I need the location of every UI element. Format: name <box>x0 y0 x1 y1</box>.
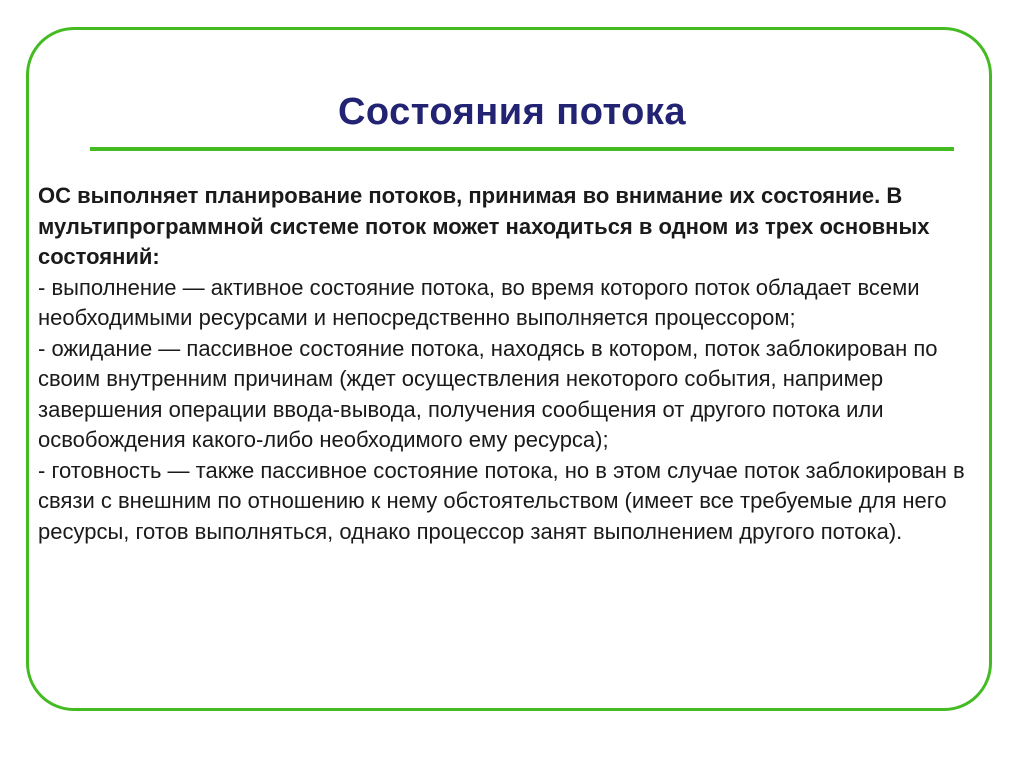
state-item-waiting: - ожидание — пассивное состояние потока, находясь в котором, поток заблокирован по своим внутренним причинам (ждет осуществления некоторого события, например завершения операции ввода-вывода, получения сообщения от другого потока или освобождения какого-либо необходимого ему ресурса); <box>38 335 938 452</box>
slide-title: Состояния потока <box>337 91 686 133</box>
intro-paragraph: ОС выполняет планирование потоков, принимая во внимание их состояние. В мультипрограммной системе поток может находиться в одном из трех основных состояний: <box>38 183 930 269</box>
state-item-running: - выполнение — активное состояние потока, во время которого поток обладает всеми необходимыми ресурсами и непосредственно выполняется процессором; <box>38 274 920 330</box>
title-divider <box>90 147 954 151</box>
state-item-ready: - готовность — также пассивное состояние потока, но в этом случае поток заблокирован в связи с внешним по отношению к нему обстоятельством (имеет все требуемые для него ресурсы, готов выполняться, однако процессор занят выполнением другого потока). <box>38 457 965 544</box>
slide-body <box>38 181 968 547</box>
